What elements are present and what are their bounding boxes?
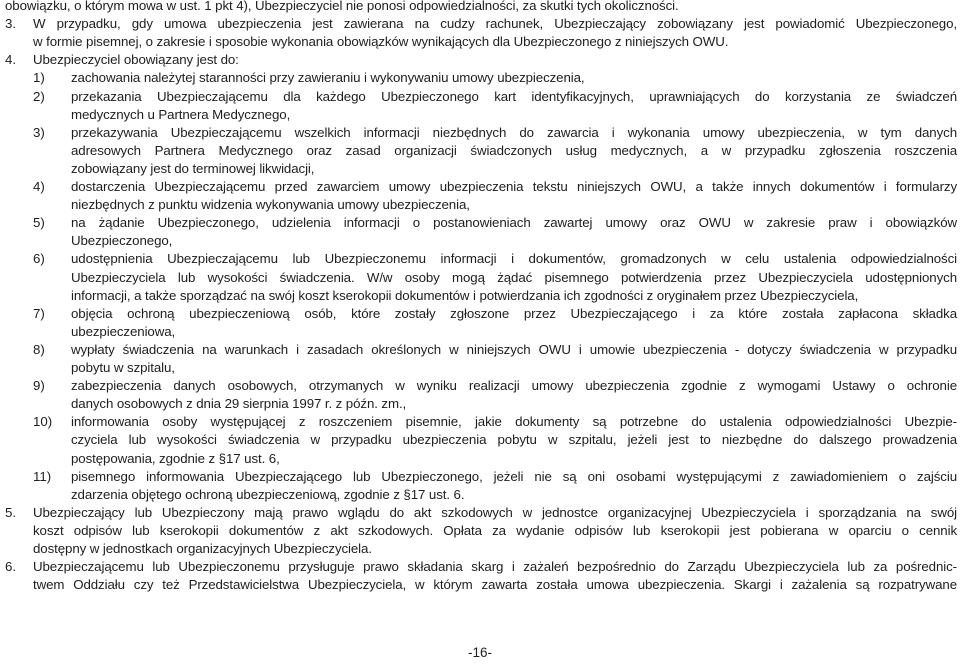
list-item-line: zabezpieczenia danych osobowych, otrzymanych w wyniku realizacji umowy ubezpieczenia zgodnie z wymogami Ustawy o ochronie	[71, 378, 957, 394]
list-item-line: czyciela lub wysokości świadczenia w przypadku ubezpieczenia pobytu w szpitalu, jeżeli jest to niezbędne do dalszego prowadzenia	[71, 432, 957, 448]
paragraph-line: koszt odpisów lub kserokopii dokumentów z akt szkodowych. Opłata za wydanie odpisów lub kserokopii jest pobierana w oparciu o cennik	[33, 522, 957, 538]
list-item-line: ubezpieczeniowa,	[71, 323, 176, 339]
page-number: -16-	[467, 645, 492, 660]
list-item-line: pobytu w szpitalu,	[71, 360, 175, 375]
list-item-line: medycznych u Partnera Medycznego,	[71, 106, 291, 122]
list-item-line: objęcia ochroną ubezpieczeniową osób, które zostały zgłoszone przez Ubezpieczającego i za które została zapłacona składka	[71, 305, 957, 321]
paragraph-number: 4.	[5, 52, 17, 68]
list-item-number: 7)	[33, 305, 45, 321]
list-item-line: zachowania należytej staranności przy zawieraniu i wykonywaniu umowy ubezpieczenia,	[71, 70, 585, 86]
list-item-number: 1)	[33, 70, 45, 86]
list-item-number: 9)	[33, 378, 45, 394]
paragraph-line: w formie pisemnej, o zakresie i sposobie wykonania obowiązków wynikających dla Ubezpieczonego z niniejszych OWU.	[33, 34, 729, 50]
list-item-line: informowania osoby występującej z roszczeniem pisemnie, jakie dokumenty są potrzebne do ustalenia odpowiedzialności Ubezpie-	[71, 414, 957, 430]
list-item-number: 6)	[33, 251, 45, 267]
list-item-line: danych osobowych z dnia 29 sierpnia 1997 r. z późn. zm.,	[71, 396, 407, 412]
list-item-line: dostarczenia Ubezpieczającemu przed zawarciem umowy ubezpieczenia tekstu niniejszych OWU, a także innych dokumentów i formularzy	[71, 179, 957, 194]
list-item-number: 2)	[33, 88, 45, 104]
list-item-number: 3)	[33, 124, 45, 140]
paragraph-line: Ubezpieczyciel obowiązany jest do:	[33, 52, 239, 68]
list-item-line: zdarzenia objętego ochroną ubezpieczeniową, zgodnie z §17 ust. 6.	[71, 486, 465, 502]
paragraph-line: Ubezpieczający lub Ubezpieczony mają prawo wglądu do akt szkodowych w jednostce organizacyjnej Ubezpieczyciela i sporządzania na swój	[33, 504, 957, 520]
list-item-number: 8)	[33, 341, 45, 357]
list-item-line: przekazywania Ubezpieczającemu wszelkich informacji niezbędnych do zawarcia i wykonania umowy ubezpieczenia, w tym danych	[71, 124, 957, 140]
list-item-line: niezbędnych z punktu widzenia wykonywania umowy ubezpieczenia,	[71, 197, 470, 213]
list-item-line: postępowania, zgodnie z §17 ust. 6,	[71, 450, 280, 466]
list-item-number: 10)	[33, 414, 53, 430]
list-item-line: informacji, a także sporządzać na swój koszt kserokopii dokumentów i potwierdzania ich zgodności z oryginałem przez Ubezpieczyciela,	[71, 287, 859, 303]
list-item-line: wypłaty świadczenia na warunkach i zasadach określonych w niniejszych OWU i umowie ubezpieczenia - dotyczy świadczenia w przypadku	[71, 341, 957, 357]
list-item-line: Ubezpieczonego,	[71, 233, 173, 249]
paragraph-line: dostępny w jednostkach organizacyjnych Ubezpieczyciela.	[33, 541, 372, 556]
list-item-number: 4)	[33, 179, 45, 194]
list-item-line: pisemnego informowania Ubezpieczającego lub Ubezpieczonego, jeżeli nie są oni osobami występującymi z zawiadomieniem o zajściu	[71, 468, 957, 484]
paragraph-line: Ubezpieczającemu lub Ubezpieczonemu przysługuje prawo składania skarg i zażaleń bezpośrednio do Zarządu Ubezpieczyciela lub za pośrednic-	[33, 559, 957, 575]
list-item-line: przekazania Ubezpieczającemu dla każdego Ubezpieczonego kart identyfikacyjnych, uprawniających do korzystania ze świadczeń	[71, 88, 957, 104]
list-item-line: Ubezpieczyciela lub wysokości świadczenia. W/w osoby mogą żądać pisemnego potwierdzenia przez Ubezpieczyciela udostępnionych	[71, 269, 957, 285]
paragraph-number: 3.	[5, 16, 17, 32]
paragraph-number: 6.	[5, 559, 17, 575]
paragraph-line: twem Oddziału czy też Przedstawicielstwa Ubezpieczyciela, w którym zawarta została umowa ubezpieczenia. Skargi i zażalenia są rozpatrywane	[33, 577, 957, 593]
paragraph-number: 5.	[5, 504, 17, 520]
paragraph-line: obowiązku, o którym mowa w ust. 1 pkt 4), Ubezpieczyciel nie ponosi odpowiedzialności, za skutki tych okoliczności.	[5, 0, 679, 13]
list-item-number: 5)	[33, 215, 45, 231]
list-item-line: udostępnienia Ubezpieczającemu lub Ubezpieczonemu informacji i dokumentów, gromadzonych w celu ustalenia odpowiedzialności	[71, 251, 957, 267]
paragraph-line: W przypadku, gdy umowa ubezpieczenia jest zawierana na cudzy rachunek, Ubezpieczający zobowiązany jest powiadomić Ubezpieczonego,	[33, 16, 957, 32]
list-item-number: 11)	[33, 468, 52, 484]
list-item-line: zobowiązany jest do terminowej likwidacji,	[71, 160, 315, 176]
list-item-line: adresowych Partnera Medycznego oraz zasad organizacji świadczonych usług medycznych, a w przypadku zgłoszenia roszczenia	[71, 142, 957, 158]
list-item-line: na żądanie Ubezpieczonego, udzielenia informacji o postanowieniach zawartej umowy oraz OWU w zakresie praw i obowiązków	[71, 215, 957, 231]
